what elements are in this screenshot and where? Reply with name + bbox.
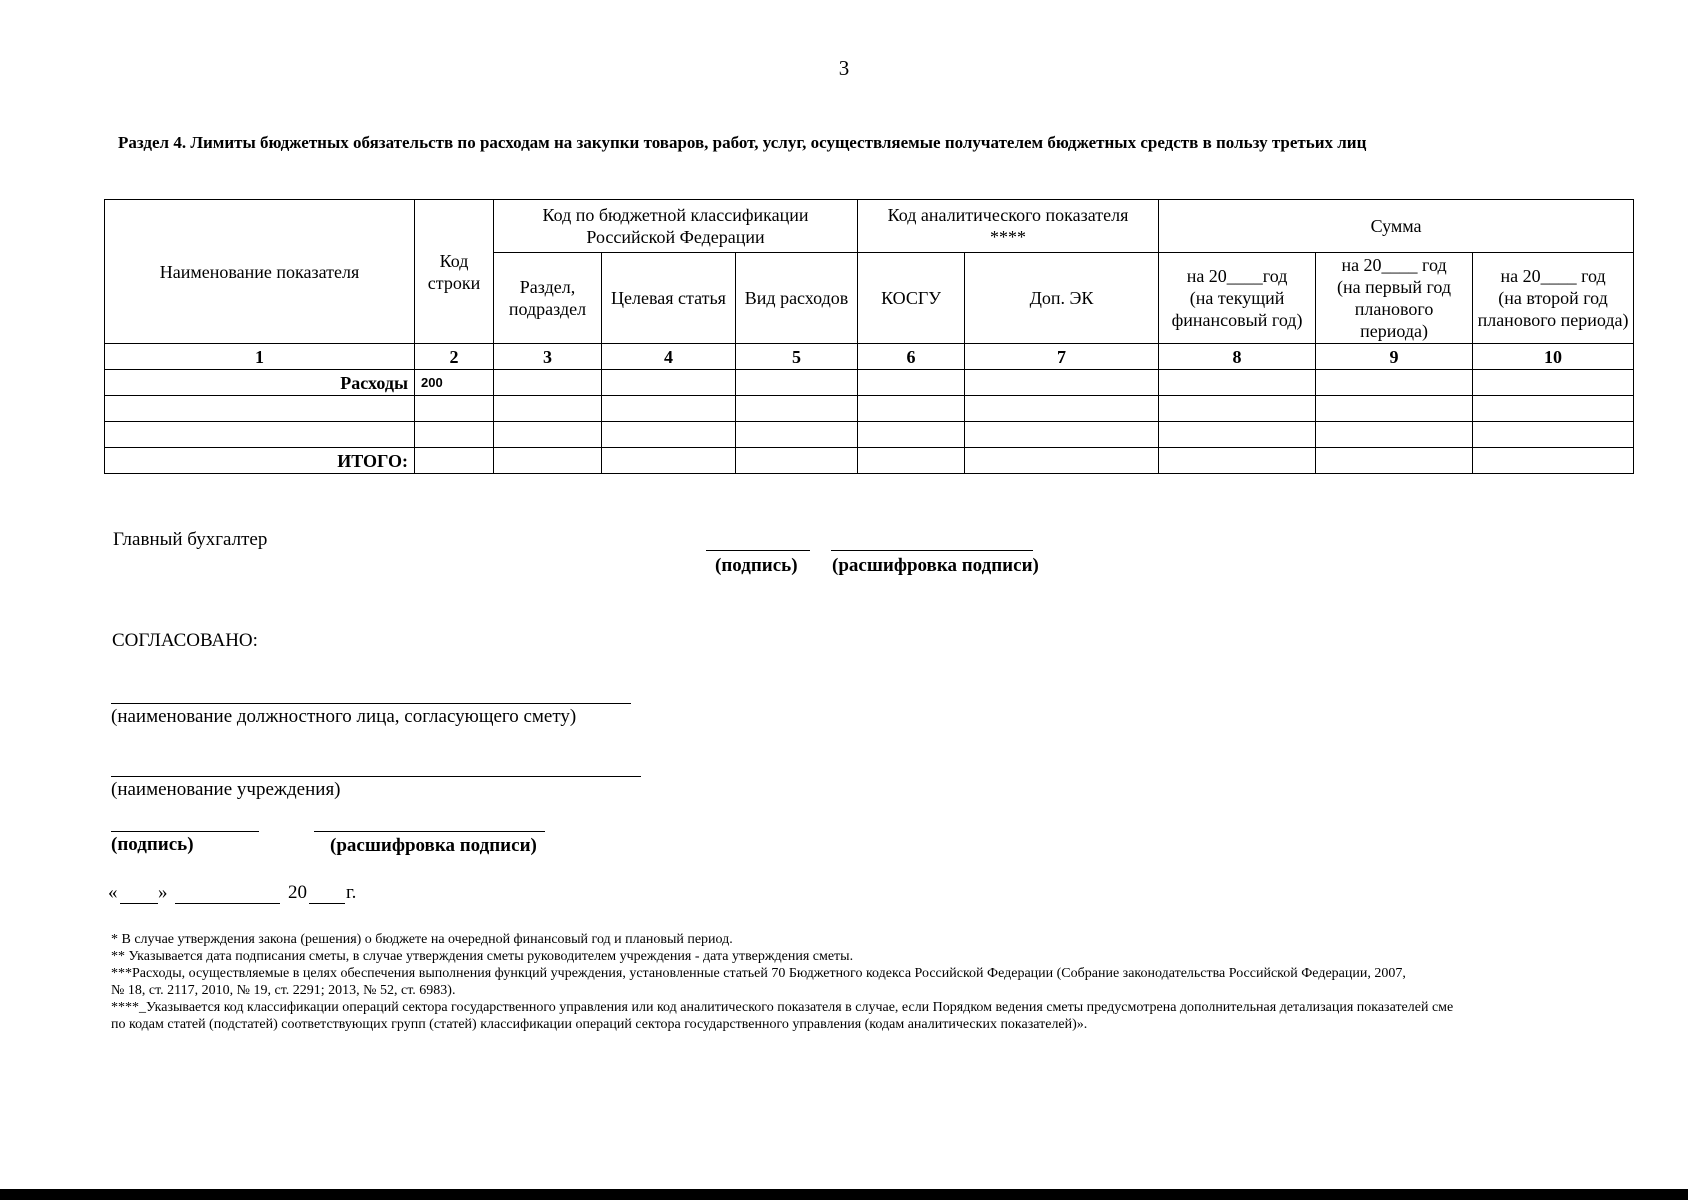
header-analytic-code-label: Код аналитического показателя (887, 205, 1129, 225)
table-cell (1159, 370, 1316, 396)
table-cell (1316, 370, 1473, 396)
header-analytic-code (858, 200, 1159, 253)
row-name: Расходы (105, 370, 415, 396)
table-cell (965, 422, 1159, 448)
header-year-first-label: на 20____ год (1341, 255, 1447, 275)
table-cell (965, 448, 1159, 474)
date-year-line (309, 903, 345, 904)
table-cell (602, 422, 736, 448)
header-section-subsection: Раздел, подраздел (494, 253, 602, 344)
table-cell (602, 370, 736, 396)
header-kosgu: КОСГУ (858, 253, 965, 344)
table-row (105, 396, 1634, 422)
table-cell (965, 370, 1159, 396)
header-expense-type: Вид расходов (736, 253, 858, 344)
table-cell (736, 370, 858, 396)
header-row-code: Код строки (415, 200, 494, 344)
table-cell (494, 370, 602, 396)
header-year-second-desc: (на второй год планового периода) (1477, 288, 1629, 330)
table-cell (858, 448, 965, 474)
header-year-second-label: на 20____ год (1500, 266, 1606, 286)
agreed-signature-line (111, 831, 259, 832)
footnote-3-cont: № 18, ст. 2117, 2010, № 19, ст. 2291; 2013, № 52, ст. 6983). (111, 983, 456, 998)
header-year-current-label: на 20____год (1186, 266, 1288, 286)
column-number: 4 (602, 344, 736, 370)
date-quote-open: « (108, 882, 118, 903)
table-cell (858, 422, 965, 448)
header-year-current-desc: (на текущий финансовый год) (1171, 288, 1303, 330)
row-code (415, 448, 494, 474)
table-cell (602, 396, 736, 422)
header-year-second (1473, 253, 1634, 344)
table-cell (736, 422, 858, 448)
table-cell (858, 370, 965, 396)
date-year-suffix: г. (346, 882, 357, 903)
table-cell (494, 448, 602, 474)
budget-limits-table (104, 199, 1634, 474)
column-numbers-row (105, 344, 1634, 370)
table-cell (1473, 448, 1634, 474)
table-cell (494, 422, 602, 448)
footnote-4-cont: по кодам статей (подстатей) соответствующих групп (статей) классификации операций сектора государственного управления (кодам аналитических показателей)». (111, 1017, 1088, 1032)
institution-line (111, 776, 641, 777)
table-cell (1316, 396, 1473, 422)
column-number: 7 (965, 344, 1159, 370)
table-cell (602, 448, 736, 474)
table-cell (1159, 396, 1316, 422)
decoding-caption: (расшифровка подписи) (832, 555, 1039, 576)
decoding-line (831, 550, 1033, 551)
column-number: 5 (736, 344, 858, 370)
table-cell (1159, 448, 1316, 474)
row-name (105, 396, 415, 422)
section-title: Раздел 4. Лимиты бюджетных обязательств по расходам на закупки товаров, работ, услуг, осуществляемые получателем бюджетных средств в пользу третьих лиц (118, 133, 1367, 152)
row-code: 200 (415, 370, 494, 396)
header-dop-ek: Доп. ЭК (965, 253, 1159, 344)
table-cell (1473, 370, 1634, 396)
official-caption: (наименование должностного лица, согласующего смету) (111, 706, 577, 727)
signature-line (706, 550, 810, 551)
column-number: 6 (858, 344, 965, 370)
institution-caption: (наименование учреждения) (111, 779, 341, 800)
agreed-decoding-line (314, 831, 545, 832)
date-day-line (120, 903, 158, 904)
table-row (105, 422, 1634, 448)
table-cell (1473, 396, 1634, 422)
table-row-total (105, 448, 1634, 474)
table-cell (965, 396, 1159, 422)
column-number: 8 (1159, 344, 1316, 370)
agreed-label: СОГЛАСОВАНО: (112, 630, 258, 651)
table-cell (1316, 448, 1473, 474)
table-row (105, 370, 1634, 396)
page-number: 3 (838, 56, 850, 80)
agreed-signature-caption: (подпись) (111, 834, 194, 855)
row-name (105, 422, 415, 448)
column-number: 10 (1473, 344, 1634, 370)
table-cell (1316, 422, 1473, 448)
footnote-3: ***Расходы, осуществляемые в целях обеспечения выполнения функций учреждения, установленные статьей 70 Бюджетного кодекса Российской Федерации (Собрание законодательства Российской Федерации, 2007, (111, 966, 1406, 981)
agreed-decoding-caption: (расшифровка подписи) (330, 835, 537, 856)
official-line (111, 703, 631, 704)
table-cell (736, 448, 858, 474)
table-cell (1473, 422, 1634, 448)
table-header-row-1 (105, 200, 1634, 253)
header-target-article: Целевая статья (602, 253, 736, 344)
date-year-prefix: 20 (288, 882, 307, 903)
footnotes (111, 931, 1671, 1033)
header-budget-classification: Код по бюджетной классификации Российской Федерации (494, 200, 858, 253)
column-number: 9 (1316, 344, 1473, 370)
row-code (415, 396, 494, 422)
header-indicator-name: Наименование показателя (105, 200, 415, 344)
chief-accountant-label: Главный бухгалтер (113, 529, 268, 550)
date-quote-close: » (158, 882, 168, 903)
table-cell (736, 396, 858, 422)
footnote-2: ** Указывается дата подписания сметы, в случае утверждения сметы руководителем учреждения - дата утверждения сметы. (111, 949, 854, 964)
row-code (415, 422, 494, 448)
header-year-current (1159, 253, 1316, 344)
header-year-first-desc: (на первый год планового периода) (1337, 277, 1452, 341)
header-sum: Сумма (1159, 200, 1634, 253)
header-analytic-code-mark: **** (990, 227, 1027, 247)
table-cell (494, 396, 602, 422)
header-year-first (1316, 253, 1473, 344)
row-name-total: ИТОГО: (105, 448, 415, 474)
column-number: 2 (415, 344, 494, 370)
footnote-1: * В случае утверждения закона (решения) о бюджете на очередной финансовый год и плановый период. (111, 932, 733, 947)
table-cell (858, 396, 965, 422)
column-number: 1 (105, 344, 415, 370)
footnote-4: ****_Указывается код классификации операций сектора государственного управления или код аналитического показателя в случае, если Порядком ведения сметы предусмотрена дополнительная детализация показателей сме (111, 1000, 1454, 1015)
bottom-scan-bar (0, 1189, 1688, 1200)
date-month-line (175, 903, 280, 904)
table-cell (1159, 422, 1316, 448)
column-number: 3 (494, 344, 602, 370)
signature-caption: (подпись) (715, 555, 798, 576)
